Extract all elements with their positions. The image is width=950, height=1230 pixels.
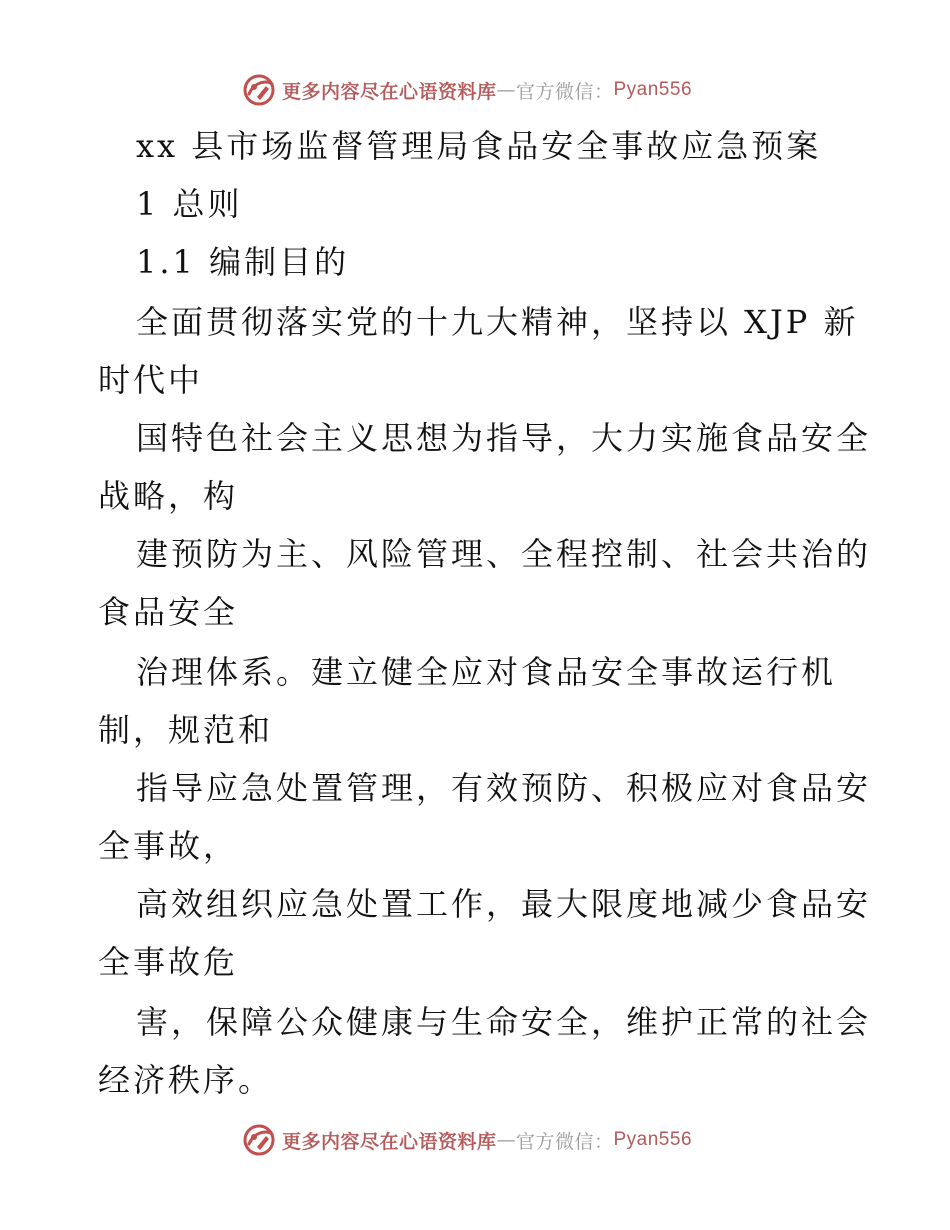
paragraph-line: 建预防为主、风险管理、全程控制、社会共治的	[136, 535, 872, 573]
section-heading-1-1: 1.1 编制目的	[136, 243, 350, 281]
header-banner	[0, 70, 950, 110]
banner-main-text: 更多内容尽在心语资料库	[281, 1130, 497, 1153]
paragraph-line: 时代中	[98, 361, 204, 399]
paragraph-line: 高效组织应急处置工作，最大限度地减少食品安	[136, 885, 872, 923]
banner-dash: —	[496, 1129, 516, 1151]
paragraph-line: 制，规范和	[98, 711, 274, 749]
paragraph-line: 国特色社会主义思想为指导，大力实施食品安全	[136, 419, 872, 457]
banner-wechat-id: Pyan556	[613, 1129, 693, 1150]
footer-banner-content	[242, 1123, 692, 1157]
paragraph-line: 经济秩序。	[98, 1061, 274, 1099]
banner-wechat-id: Pyan556	[613, 79, 693, 100]
footer-banner	[0, 1120, 950, 1160]
paragraph-line: 治理体系。建立健全应对食品安全事故运行机	[136, 653, 837, 691]
footer-banner-text	[282, 1127, 692, 1154]
brand-logo-icon	[242, 1123, 276, 1157]
paragraph-line: 食品安全	[98, 593, 239, 631]
paragraph-line: 全面贯彻落实党的十九大精神，坚持以 XJP 新	[136, 303, 859, 341]
paragraph-line: 指导应急处置管理，有效预防、积极应对食品安	[136, 769, 872, 807]
header-banner-text	[282, 77, 692, 104]
header-banner-content	[242, 73, 692, 107]
document-title: xx 县市场监督管理局食品安全事故应急预案	[136, 127, 822, 165]
paragraph-line: 全事故危	[98, 943, 239, 981]
banner-wechat-label: 官方微信：	[515, 80, 614, 103]
banner-main-text: 更多内容尽在心语资料库	[281, 80, 497, 103]
banner-wechat-label: 官方微信：	[515, 1130, 614, 1153]
banner-dash: —	[496, 79, 516, 101]
paragraph-line: 战略，构	[98, 477, 239, 515]
brand-logo-icon	[242, 73, 276, 107]
section-heading-1: 1 总则	[136, 185, 243, 223]
paragraph-line: 全事故，	[98, 827, 239, 865]
paragraph-line: 害，保障公众健康与生命安全，维护正常的社会	[136, 1003, 872, 1041]
